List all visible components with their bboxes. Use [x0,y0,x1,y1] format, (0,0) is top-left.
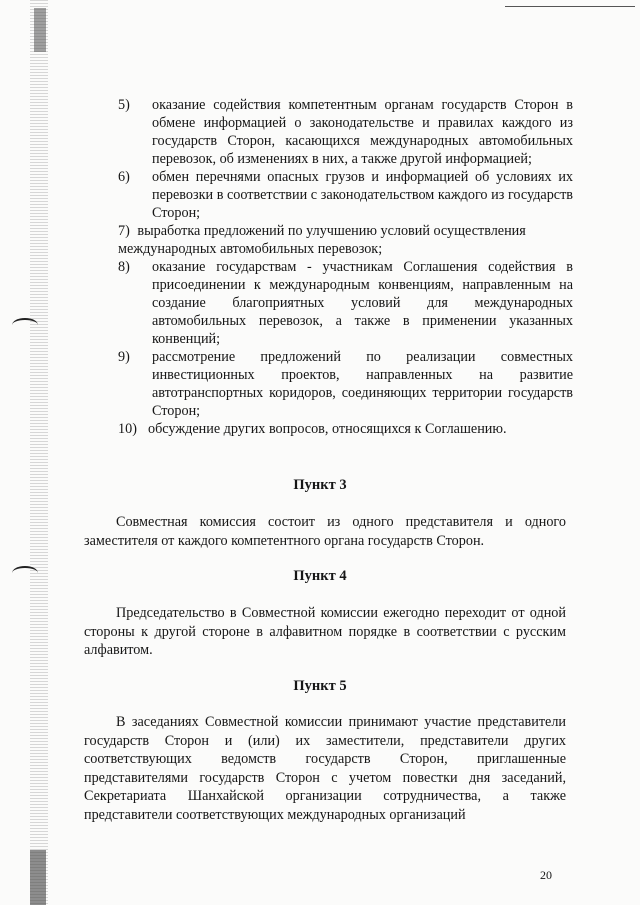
punch-hole-mark [12,318,38,332]
list-item-number: 10) [118,421,137,437]
scan-binding-edge [30,0,48,905]
list-item-text: оказание содействия компетентным органам государств Сторон в обмене информацией о законодательстве и правилах каждого из государств Сторон, касающихся международных автомобильных перевозок, об изменениях в них, а также другой информацией; [152,97,573,167]
list-item [118,96,573,168]
list-item [118,222,573,258]
list-item-text: выработка предложений по улучшению условий осуществления международных автомобильных перевозок; [118,223,526,257]
scan-binding-mark-bottom [30,850,46,905]
list-item [118,348,573,420]
scan-binding-mark-top [34,8,46,52]
list-item-text: обсуждение других вопросов, относящихся к Соглашению. [148,421,507,437]
section-5-heading: Пункт 5 [293,678,347,694]
section-4-text: Председательство в Совместной комиссии ежегодно переходит от одной стороны к другой стороне в алфавитном порядке в соответствии с русским алфавитом. [84,605,566,658]
list-item-text: оказание государствам - участникам Соглашения содействия в присоединении к международным конвенциям, направленным на создание благоприятных условий для международных автомобильных перевозок, а также в применении указанных конвенций; [152,259,573,347]
list-item [118,258,573,348]
section-4-heading: Пункт 4 [293,568,347,584]
page-number: 20 [540,868,552,882]
scan-edge-line [505,6,635,7]
list-item-text: обмен перечнями опасных грузов и информацией об условиях их перевозки в соответствии с законодательством каждого из государств Сторон; [152,169,573,221]
list-item-number: 8) [118,259,130,275]
list-item-number: 9) [118,349,130,365]
list-item [118,420,573,438]
section-3-text: Совместная комиссия состоит из одного представителя и одного заместителя от каждого компетентного органа государств Сторон. [84,514,566,549]
list-item-number: 6) [118,169,130,185]
list-item-number: 7) [118,223,130,239]
list-item-text: рассмотрение предложений по реализации совместных инвестиционных проектов, направленных на развитие автотранспортных коридоров, соединяющих территории государств Сторон; [152,349,573,419]
section-3-heading: Пункт 3 [293,477,347,493]
list-item [118,168,573,222]
section-5-text: В заседаниях Совместной комиссии принимают участие представители государств Сторон и (или) их заместители, представители других соответствующих ведомств государств Сторон, приглашенные представителями государств Сторон с учетом повестки дня заседаний, Секретариата Шанхайской организации сотрудничества, а также представители соответствующих международных организаций [84,714,566,823]
list-item-number: 5) [118,97,130,113]
duties-list [118,96,573,438]
